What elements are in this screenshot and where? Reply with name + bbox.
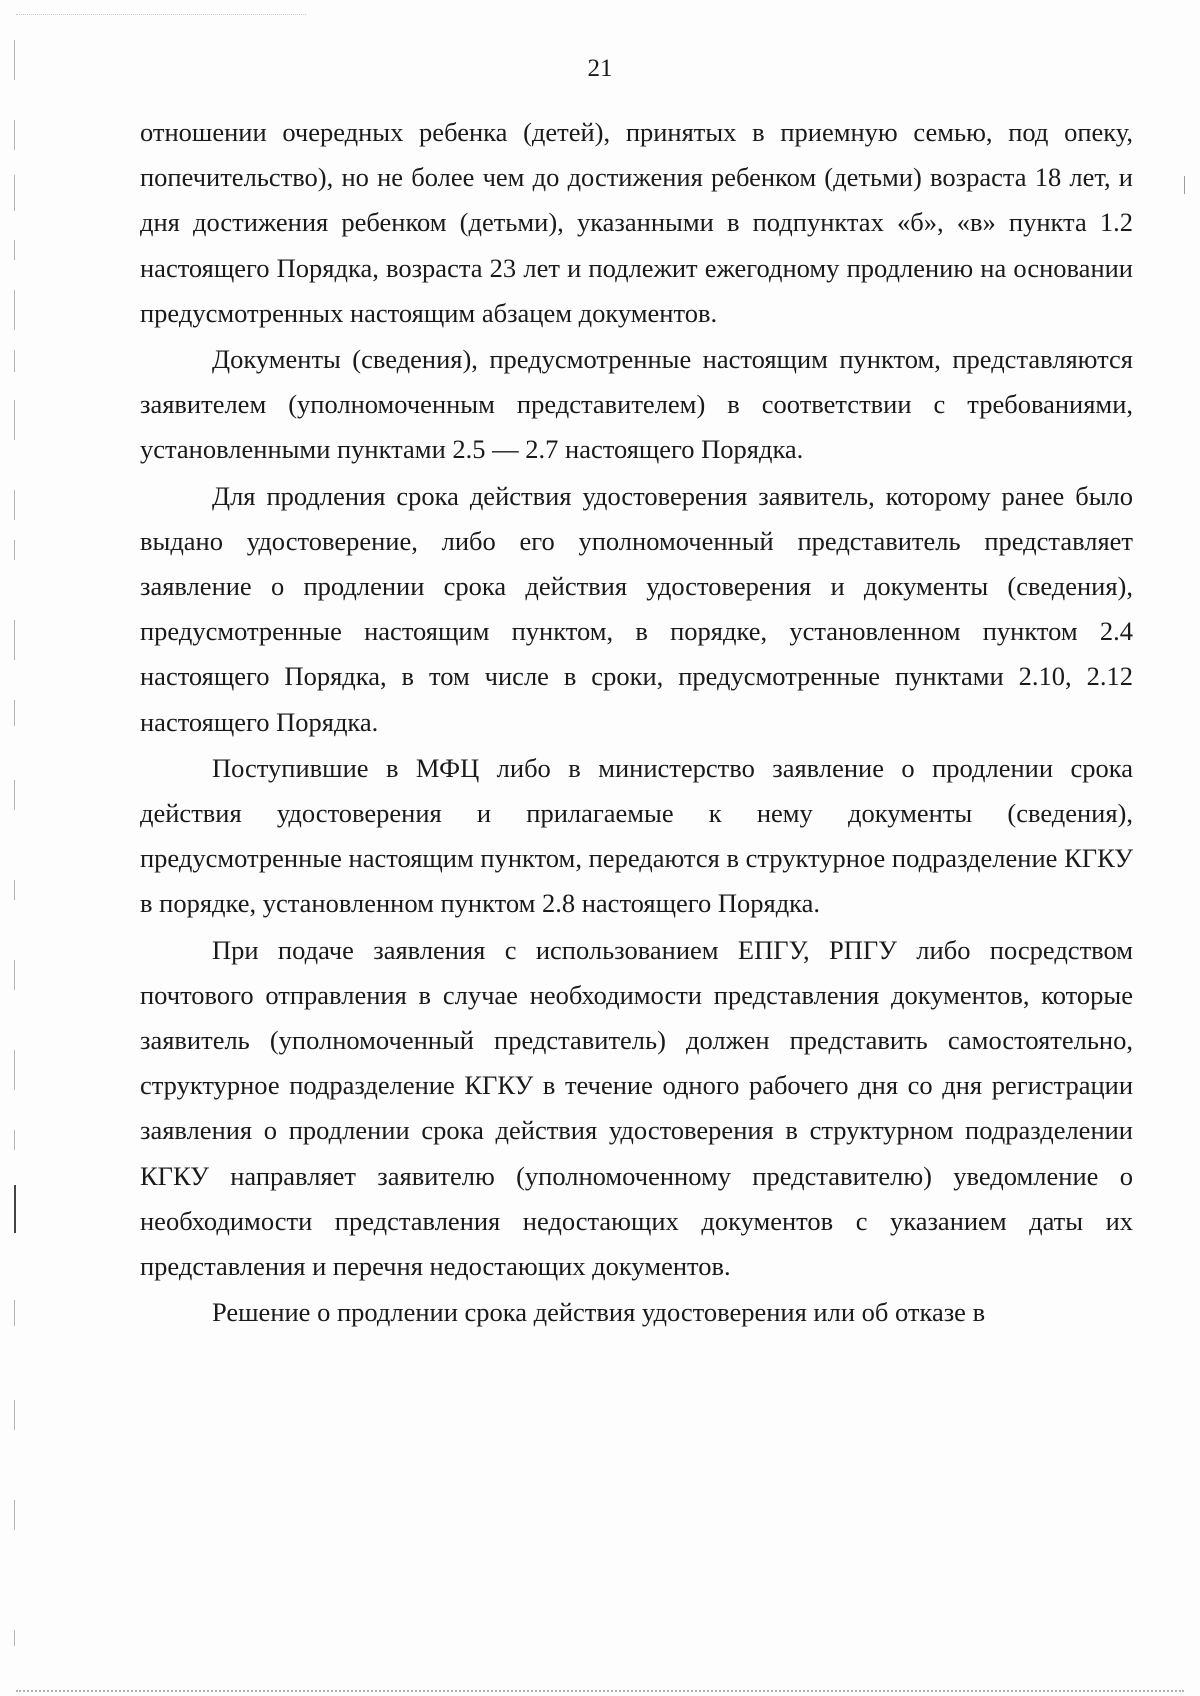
- scan-artifact-left-mark: [14, 1185, 16, 1233]
- scan-artifact-left-edge: [14, 0, 16, 1696]
- paragraph-2: Документы (сведения), предусмотренные настоящим пунктом, представляются заявителем (уполномоченным представителем) в соответствии с требованиями, установленными пунктами 2.5 — 2.7 настоящего Порядка.: [140, 344, 1133, 465]
- scan-artifact-top: [16, 14, 306, 17]
- body-text: [140, 110, 1133, 1335]
- paragraph-5: При подаче заявления с использованием ЕПГУ, РПГУ либо посредством почтового отправления в случае необходимости представления документов, которые заявитель (уполномоченный представитель) должен представить самостоятельно, структурное подразделение КГКУ в течение одного рабочего дня со дня регистрации заявления о продлении срока действия удостоверения в структурном подразделении КГКУ направляет заявителю (уполномоченному представителю) уведомление о необходимости представления недостающих документов с указанием даты их представления и перечня недостающих документов.: [140, 934, 1133, 1282]
- paragraph-1: отношении очередных ребенка (детей), принятых в приемную семью, под опеку, попечительство), но не более чем до достижения ребенком (детьми) возраста 18 лет, и дня достижения ребенком (детьми), указанными в подпунктах «б», «в» пункта 1.2 настоящего Порядка, возраста 23 лет и подлежит ежегодному продлению на основании предусмотренных настоящим абзацем документов.: [140, 117, 1133, 328]
- paragraph-3: Для продления срока действия удостоверения заявитель, которому ранее было выдано удостоверение, либо его уполномоченный представитель представляет заявление о продлении срока действия удостоверения и документы (сведения), предусмотренные настоящим пунктом, в порядке, установленном пунктом 2.4 настоящего Порядка, в том числе в сроки, предусмотренные пунктами 2.10, 2.12 настоящего Порядка.: [140, 480, 1133, 737]
- paragraph-4: Поступившие в МФЦ либо в министерство заявление о продлении срока действия удостоверения и прилагаемые к нему документы (сведения), предусмотренные настоящим пунктом, передаются в структурное подразделение КГКУ в порядке, установленном пунктом 2.8 настоящего Порядка.: [140, 752, 1133, 919]
- paragraph-6: Решение о продлении срока действия удостоверения или об отказе в: [212, 1297, 986, 1328]
- scan-artifact-right-tick: [1184, 176, 1185, 194]
- scan-artifact-bottom: [16, 1690, 1184, 1694]
- page-number: 21: [587, 55, 613, 82]
